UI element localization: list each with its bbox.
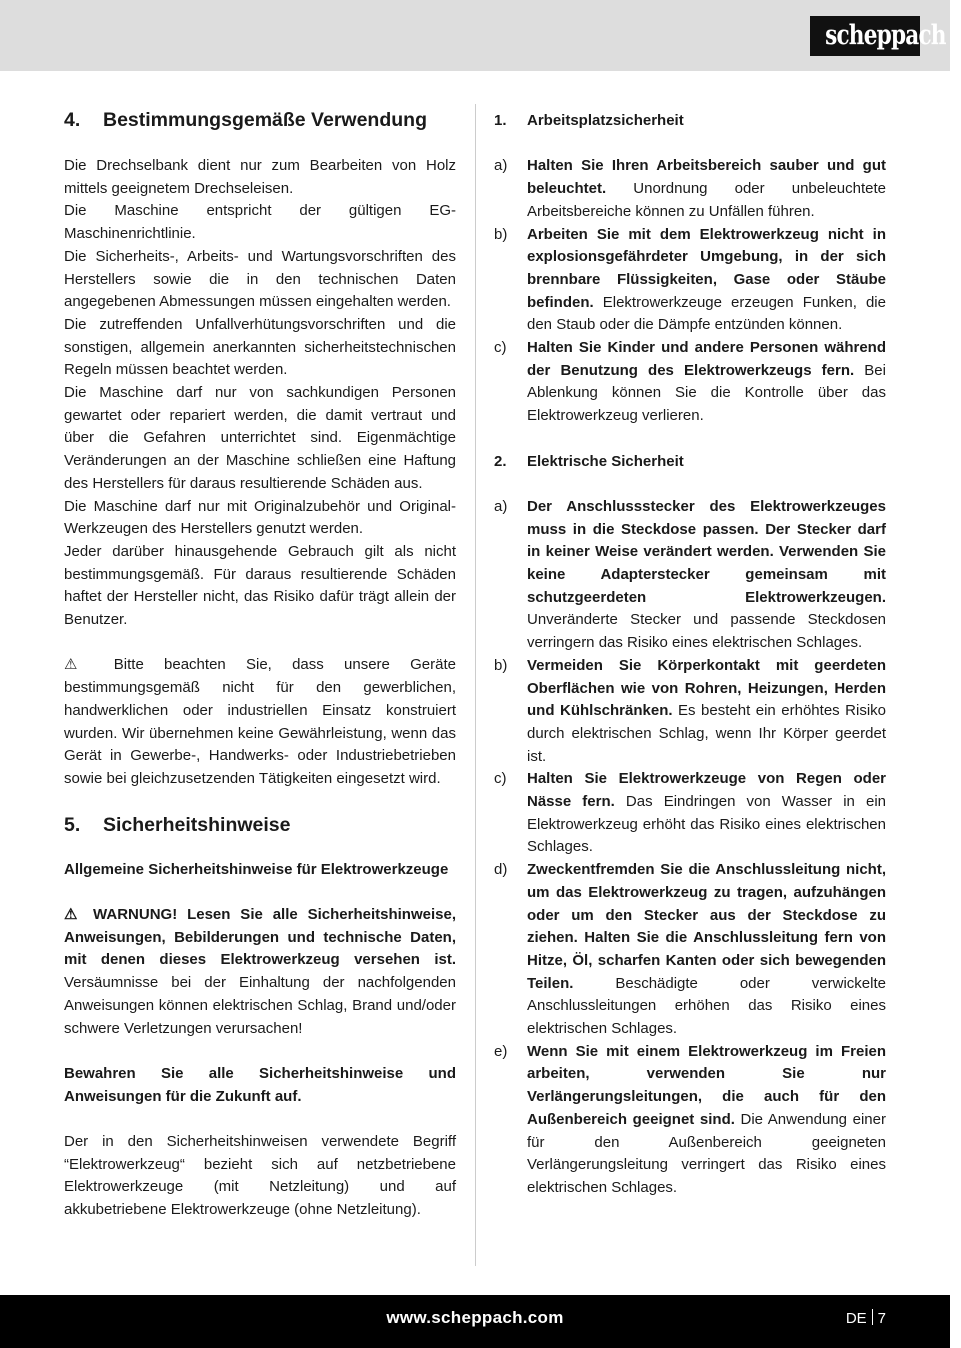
keep-notice: Bewahren Sie alle Sicherheitshinweise und Anweisungen für die Zukunft auf.: [64, 1064, 456, 1105]
group-2-heading: [494, 451, 886, 474]
item-letter: a): [494, 497, 508, 515]
item-letter: d): [494, 861, 508, 879]
item-letter: a): [494, 157, 508, 175]
item-bold: Wenn Sie mit einem Elektrowerkzeug im Freien arbeiten, verwenden Sie nur Verlängerungsleitungen, die auch für den Außenbereich geeignet sind.: [527, 1042, 886, 1128]
page-number: [846, 1309, 886, 1327]
left-column: [64, 106, 456, 1222]
column-divider: [475, 104, 476, 1266]
item-letter: c): [494, 770, 507, 788]
brand-logo: scheppach: [810, 16, 920, 56]
paragraph: Die Maschine darf nur von sachkundigen Personen gewartet oder repariert werden, die damit vertraut und über die Gefahren unterrichtet sind. Eigenmächtige Veränderungen an der Maschine schließen eine Haftung des Herstellers für daraus resultierende Schäden aus.: [64, 384, 456, 492]
subheading: Allgemeine Sicherheitshinweise für Elektrowerkzeuge: [64, 860, 449, 878]
item-text: [527, 859, 886, 1041]
group-number: 2.: [494, 452, 507, 470]
group-number: 1.: [494, 112, 507, 129]
item-plain: Unordnung oder unbeleuchtete Arbeitsbereiche können zu Unfällen führen.: [527, 180, 886, 220]
item-plain: Unveränderte Stecker und passende Steckdosen verringern das Risiko eines elektrischen Schlages.: [527, 611, 886, 652]
warning-text: Versäumnisse bei der Einhaltung der nachfolgenden Anweisungen können elektrischen Schlag, Brand und/oder schwere Verletzungen verursachen!: [64, 974, 456, 1037]
page-footer: [0, 1295, 950, 1348]
group-1-heading: [494, 110, 886, 133]
list-item: [494, 1041, 886, 1200]
group-title: Elektrische Sicherheit: [527, 452, 684, 470]
list-item: [494, 155, 886, 223]
warning-paragraph: [64, 904, 456, 1040]
item-text: [527, 1041, 886, 1200]
definition-paragraph: Der in den Sicherheitshinweisen verwendete Begriff “Elektrowerkzeug“ bezieht sich auf netzbetriebene Elektrowerkzeuge (mit Netzleitung) und auf akkubetriebene Elektrowerkzeuge (ohne Netzleitung).: [64, 1133, 456, 1219]
section-title: Bestimmungsgemäße Verwendung: [103, 109, 427, 131]
item-text: [527, 496, 886, 655]
item-text: [527, 155, 886, 223]
item-bold: Der Anschlussstecker des Elektrowerkzeuges muss in die Steckdose passen. Der Stecker darf in keiner Weise verändert werden. Verwenden Sie keine Adapterstecker gemeinsam mit schutzgeerdeten Elektrowerkzeugen.: [527, 497, 886, 606]
item-bold: Halten Sie Elektrowerkzeuge von Regen oder Nässe fern.: [527, 770, 886, 811]
section-5-body: [64, 859, 456, 1222]
item-text: [527, 337, 886, 428]
item-bold: Zweckentfremden Sie die Anschlussleitung nicht, um das Elektrowerkzeug zu tragen, aufzuhängen oder um den Stecker aus der Steckdose zu ziehen. Halten Sie die Anschlussleitung fern von Hitze, Öl, scharfen Kanten oder sich bewegenden Teilen.: [527, 861, 886, 992]
page-num: 7: [877, 1310, 886, 1327]
list-item: [494, 496, 886, 655]
item-letter: b): [494, 656, 508, 674]
section-title: Sicherheitshinweise: [103, 813, 291, 836]
paragraph: Die Drechselbank dient nur zum Bearbeiten von Holz mittels geeignetem Drechseleisen.: [64, 157, 456, 197]
item-bold: Halten Sie Kinder und andere Personen während der Benutzung des Elektrowerkzeugs fern.: [527, 339, 886, 379]
list-item: [494, 337, 886, 428]
item-text: [527, 655, 886, 769]
website-link[interactable]: www.scheppach.com: [386, 1308, 564, 1327]
item-plain: Das Eindringen von Wasser in ein Elektrowerkzeug erhöht das Risiko eines elektrischen Schlages.: [527, 793, 886, 856]
language-code: DE: [845, 1310, 867, 1327]
page-header: [0, 0, 950, 71]
section-number: 5.: [64, 813, 81, 836]
section-5-heading: [64, 811, 456, 839]
item-bold: Halten Sie Ihren Arbeitsbereich sauber und gut beleuchtet.: [527, 157, 886, 198]
item-letter: b): [494, 225, 508, 243]
paragraph: Die zutreffenden Unfallverhütungsvorschriften und die sonstigen, allgemein anerkannten sicherheitstechnischen Regeln müssen beachtet werden.: [64, 315, 456, 379]
group-title: Arbeitsplatzsicherheit: [527, 112, 684, 129]
item-plain: Die Anwendung einer für den Außenbereich geeigneten Verlängerungsleitung verringert das Risiko eines elektrischen Schlages.: [527, 1110, 886, 1196]
item-plain: Beschädigte oder verwickelte Anschlussleitungen erhöhen das Risiko eines elektrischen Schlages.: [527, 974, 886, 1038]
right-column: [494, 106, 886, 1200]
item-letter: e): [494, 1042, 508, 1060]
item-bold: Arbeiten Sie mit dem Elektrowerkzeug nicht in explosionsgefährdeter Umgebung, in der sich brennbare Flüssigkeiten, Gase oder Stäube befinden.: [527, 225, 886, 311]
list-item: [494, 859, 886, 1041]
separator: [872, 1309, 873, 1325]
section-4-heading: [64, 106, 456, 134]
section-number: 4.: [64, 109, 81, 131]
usage-note: ⚠ Bitte beachten Sie, dass unsere Geräte bestimmungsgemäß nicht für den gewerblichen, handwerklichen oder industriellen Einsatz konstruiert wurden. Wir übernehmen keine Gewährleistung, wenn das Gerät in Gewerbe-, Handwerks- oder Industriebetrieben sowie bei gleichzusetzenden Tätigkeiten eingesetzt wird.: [64, 656, 456, 787]
item-text: [527, 224, 886, 338]
item-plain: Es besteht ein erhöhtes Risiko durch elektrischen Schlag, wenn Ihr Körper geerdet ist.: [527, 702, 887, 765]
paragraph: Die Maschine entspricht der gültigen EG-Maschinenrichtlinie.: [64, 202, 456, 243]
item-bold: Vermeiden Sie Körperkontakt mit geerdeten Oberflächen wie von Rohren, Heizungen, Herden und Kühlschränken.: [527, 656, 886, 720]
item-plain: Bei Ablenkung können Sie die Kontrolle über das Elektrowerkzeug verlieren.: [527, 361, 886, 425]
item-plain: Elektrowerkzeuge erzeugen Funken, die den Staub oder die Dämpfe entzünden können.: [527, 293, 886, 334]
section-4-body: [64, 155, 456, 791]
warning-bold: ⚠ WARNUNG! Lesen Sie alle Sicherheitshinweise, Anweisungen, Bebilderungen und technische Daten, mit denen dieses Elektrowerkzeug versehen ist.: [64, 906, 456, 969]
paragraph: Jeder darüber hinausgehende Gebrauch gilt als nicht bestimmungsgemäß. Für daraus resultierende Schäden haftet der Hersteller nicht, das Risiko dafür trägt allein der Benutzer.: [64, 542, 456, 629]
item-text: [527, 768, 886, 859]
list-item: [494, 655, 886, 769]
paragraph: Die Sicherheits-, Arbeits- und Wartungsvorschriften des Herstellers sowie die in den technischen Daten angegebenen Abmessungen müssen eingehalten werden.: [64, 247, 456, 311]
paragraph: Die Maschine darf nur mit Originalzubehör und Original- Werkzeugen des Herstellers genutzt werden.: [64, 497, 456, 538]
item-letter: c): [494, 339, 507, 357]
list-item: [494, 224, 886, 338]
list-item: [494, 768, 886, 859]
